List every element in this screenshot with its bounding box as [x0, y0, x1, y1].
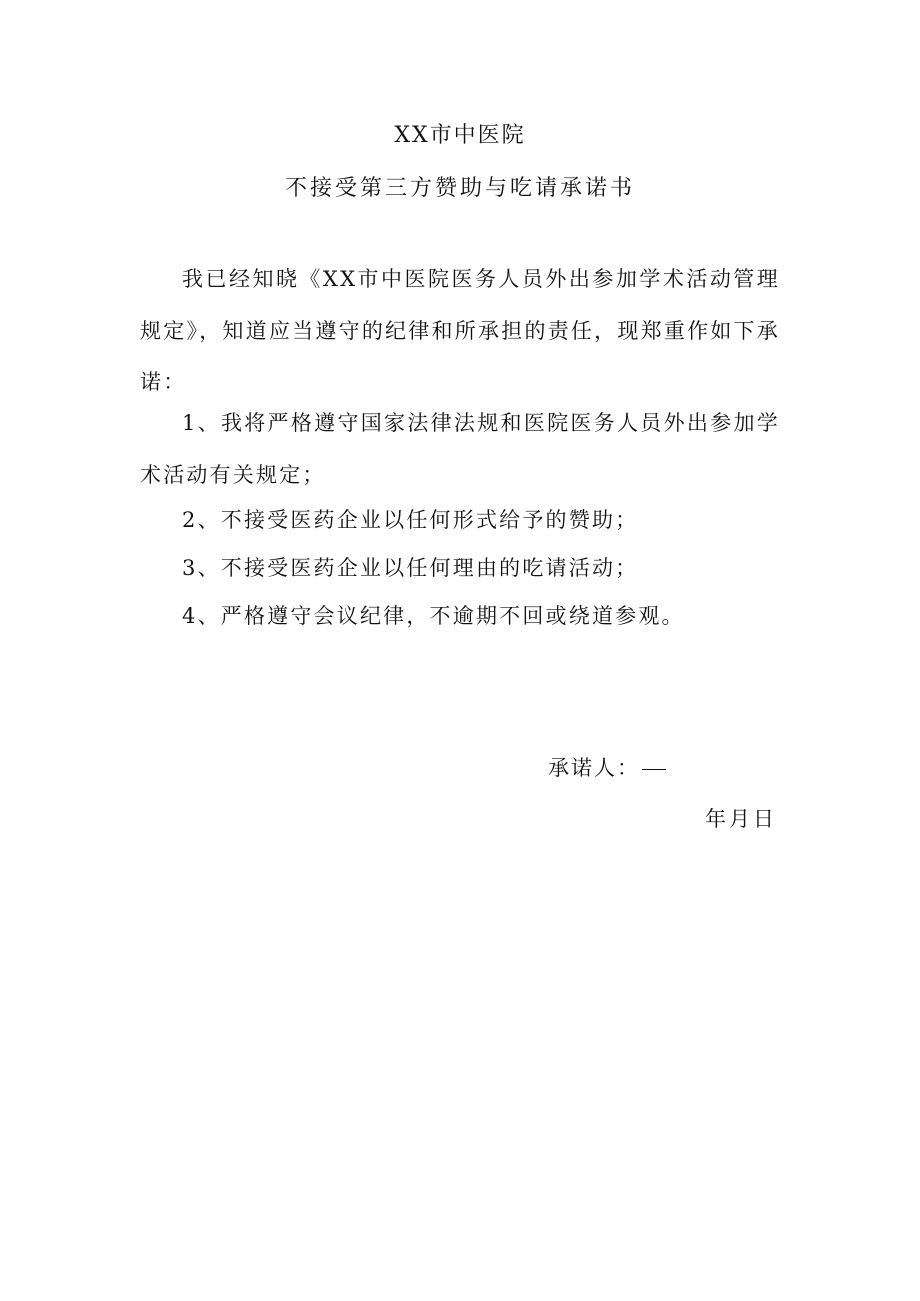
intro-paragraph: 我已经知晓《XX市中医院医务人员外出参加学术活动管理规定》，知道应当遵守的纪律和所承担的责任，现郑重作如下承诺：: [140, 267, 780, 394]
commitment-item-1: 1、我将严格遵守国家法律法规和医院医务人员外出参加学术活动有关规定；: [140, 411, 780, 487]
date-label: 年月日: [705, 807, 777, 831]
commitment-item-2: 2、不接受医药企业以任何形式给予的赞助；: [182, 508, 639, 532]
document-title: 不接受第三方赞助与吃请承诺书: [284, 176, 635, 201]
commitment-item-3: 3、不接受医药企业以任何理由的吃请活动；: [182, 556, 639, 580]
signer-block: [548, 752, 666, 782]
signer-label: 承诺人：: [548, 756, 640, 780]
document-title-organization: XX市中医院: [394, 123, 526, 148]
commitment-item-4: 4、严格遵守会议纪律，不逾期不回或绕道参观。: [182, 604, 685, 628]
signature-line: [642, 769, 666, 770]
